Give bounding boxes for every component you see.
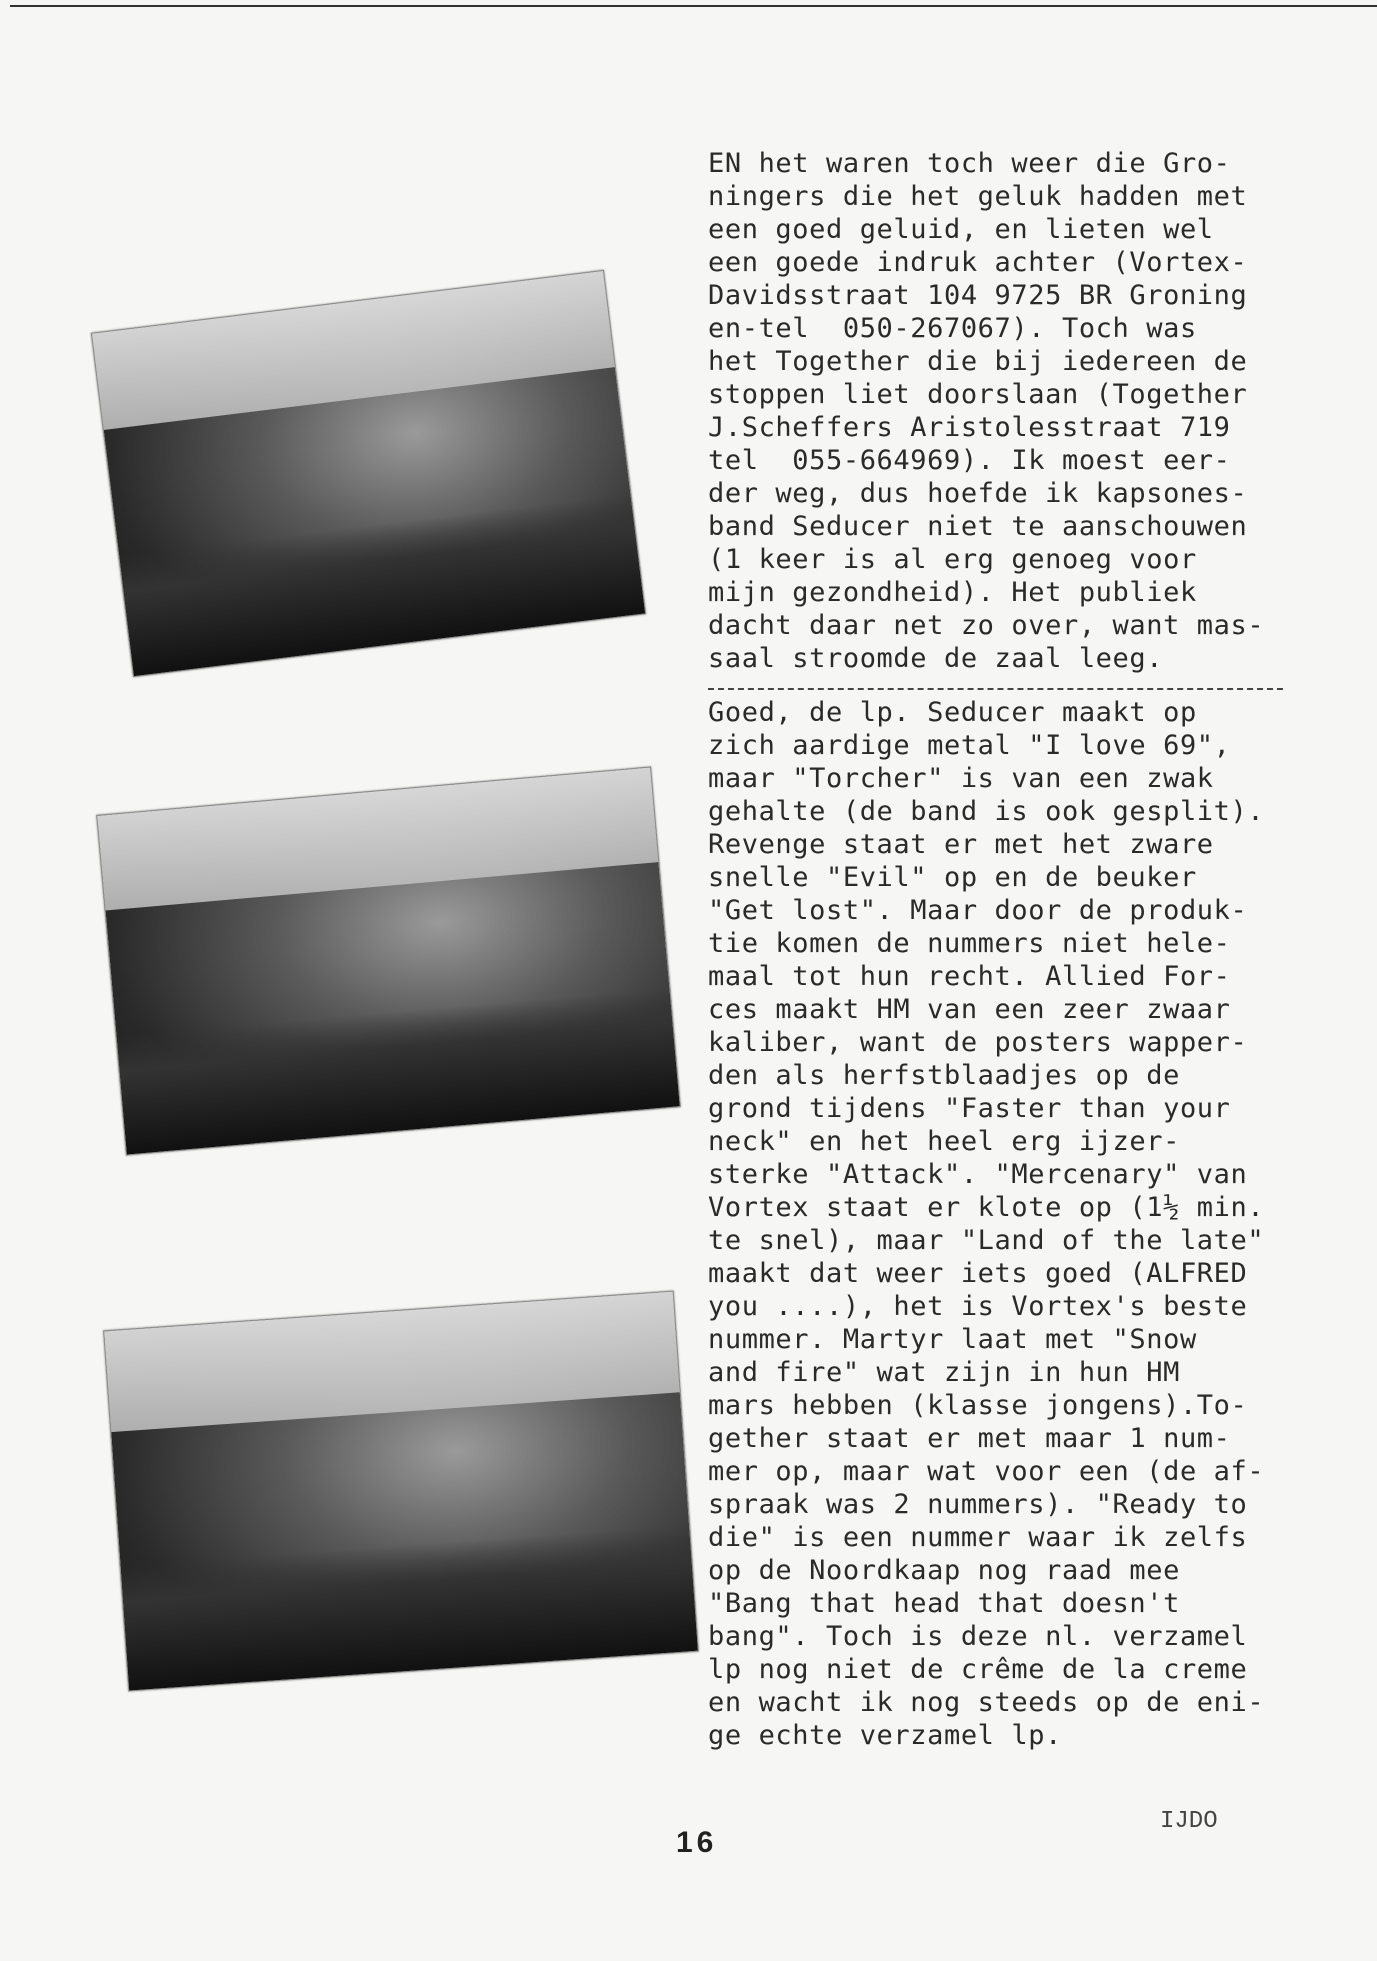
concert-photo-3 [103,1290,699,1691]
article-paragraph-1: EN het waren toch weer die Gro- ningers die het geluk hadden met een goed geluid, en lieten wel een goede indruk achter (Vortex- Davidsstraat 104 9725 BR Groning en-tel 050-267067). Toch was het Together die bij iedereen de stoppen liet doorslaan (Together J.Scheffers Aristolesstraat 719 tel 055-664969). Ik moest eer- der weg, dus hoefde ik kapsones- band Seducer niet te aanschouwen (1 keer is al erg genoeg voor mijn gezondheid). Het publiek dacht daar net zo over, want mas- saal stroomde de zaal leeg. [708,148,1265,674]
concert-photo-1 [91,270,646,677]
page-number: 16 [676,1826,718,1859]
dashed-divider [708,688,1283,690]
author-signature: IJDO [1160,1808,1218,1835]
concert-photo-2 [96,766,681,1155]
article-paragraph-2: Goed, de lp. Seducer maakt op zich aardige metal "I love 69", maar "Torcher" is van een zwak gehalte (de band is ook gesplit). Revenge staat er met het zware snelle "Evil" op en de beuker "Get lost". Maar door de produk- tie komen de nummers niet hele- maal tot hun recht. Allied For- ces maakt HM van een zeer zwaar kaliber, want de posters wapper- den als herfstblaadjes op de grond tijdens "Faster than your neck" en het heel erg ijzer- sterke "Attack". "Mercenary" van Vortex staat er klote op (1½ min. te snel), maar "Land of the late" maakt dat weer iets goed (ALFRED you ....), het is Vortex's beste nummer. Martyr laat met "Snow and fire" wat zijn in hun HM mars hebben (klasse jongens).To- gether staat er met maar 1 num- mer op, maar wat voor een (de af- spraak was 2 nummers). "Ready to die" is een nummer waar ik zelfs op de Noordkaap nog raad mee "Bang that head that doesn't bang". Toch is deze nl. verzamel lp nog niet de crême de la creme en wacht ik nog steeds op de eni- ge echte verzamel lp. [708,697,1265,1751]
top-rule [10,5,1377,7]
